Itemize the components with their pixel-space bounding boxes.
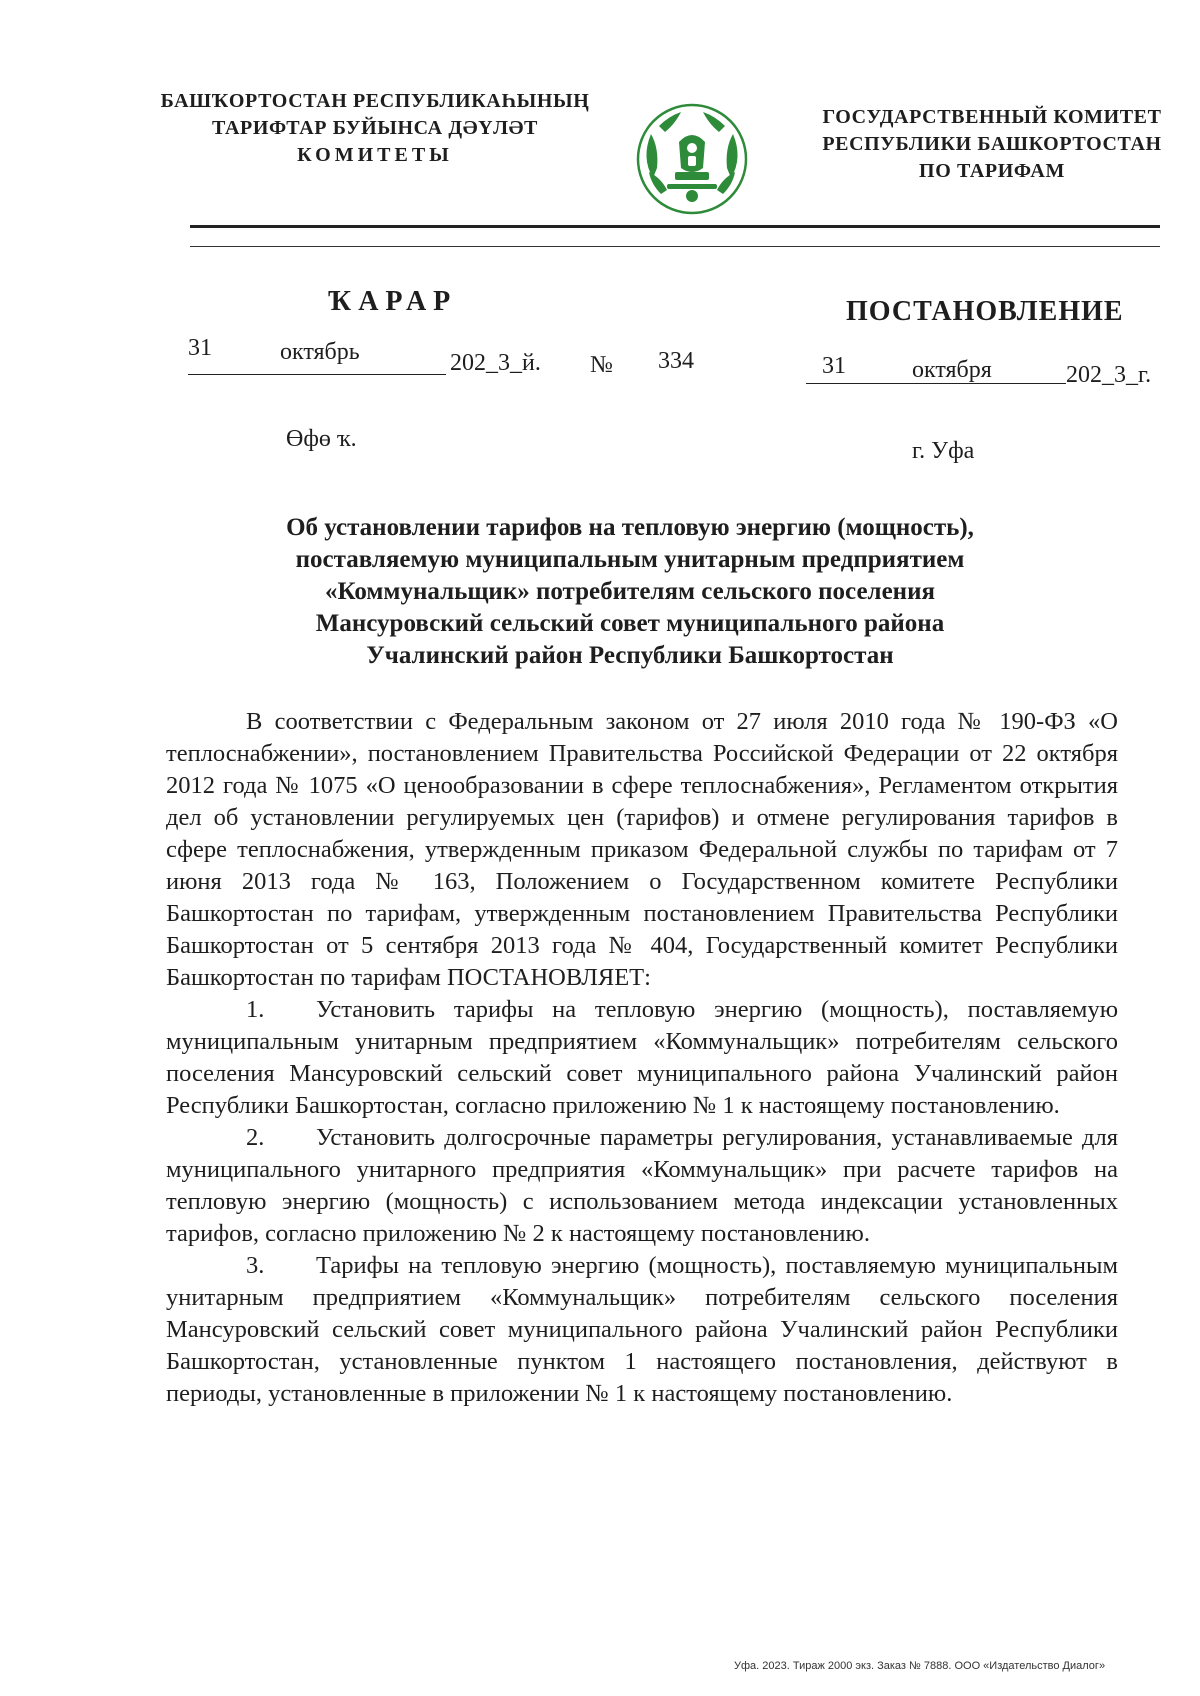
clause-text: Установить тарифы на тепловую энергию (мощность), поставляемую муниципальным унитарным предприятием «Коммунальщик» потребителям сельского поселения Мансуровский сельский совет муниципального района Учалинский район Республики Башкортостан, согласно приложению № 1 к настоящему постановлению. [166, 996, 1118, 1119]
doc-type-russian: ПОСТАНОВЛЕНИЕ [846, 296, 1124, 327]
document-title [230, 512, 1030, 672]
header-right-line: ПО ТАРИФАМ [919, 160, 1065, 182]
header-divider-thin [190, 246, 1160, 247]
header-divider-thick [190, 225, 1160, 228]
clause-number: 3. [246, 1252, 265, 1279]
date-underline-right [806, 383, 1066, 384]
doc-number-sign: № [590, 352, 613, 378]
clause-text: Установить долгосрочные параметры регулирования, устанавливаемые для муниципального унитарного предприятия «Коммунальщик» при расчете тарифов на тепловую энергию (мощность) с использованием метода индексации установленных тарифов, согласно приложению № 2 к настоящему постановлению. [166, 1124, 1118, 1247]
date-month-left: октябрь [280, 339, 360, 365]
title-line: «Коммунальщик» потребителям сельского поселения [324, 578, 936, 605]
city-bashkir: Өфө ҡ. [286, 426, 357, 452]
clause-2 [166, 1122, 1118, 1250]
date-day-right: 31 [822, 353, 846, 379]
date-underline-left [188, 374, 446, 375]
header-left-line: БАШҠОРТОСТАН РЕСПУБЛИКАҺЫНЫҢ [160, 90, 590, 112]
clause-1 [166, 994, 1118, 1122]
doc-type-bashkir: ҠАРАР [328, 286, 458, 317]
clause-number: 2. [246, 1124, 265, 1151]
doc-number: 334 [658, 348, 694, 374]
date-day-left: 31 [188, 335, 212, 361]
coat-of-arms-emblem [631, 98, 753, 220]
header-left-line: ТАРИФТАР БУЙЫНСА ДӘҮЛӘТ [212, 117, 538, 139]
clause-3 [166, 1250, 1118, 1410]
header-right-line: ГОСУДАРСТВЕННЫЙ КОМИТЕТ [822, 106, 1162, 128]
preamble-paragraph: В соответствии с Федеральным законом от 27 июля 2010 года № 190-ФЗ «О теплоснабжении», постановлением Правительства Российской Федерации от 22 октября 2012 года № 1075 «О ценообразовании в сфере теплоснабжения», Регламентом открытия дел об установлении регулируемых цен (тарифов) и отмене регулирования тарифов в сфере теплоснабжения, утвержденным приказом Федеральной службы по тарифам от 7 июня 2013 года № 163, Положением о Государственном комитете Республики Башкортостан по тарифам, утвержденным постановлением Правительства Республики Башкортостан от 5 сентября 2013 года № 404, Государственный комитет Республики Башкортостан по тарифам ПОСТАНОВЛЯЕТ: [166, 708, 1118, 991]
title-line: поставляемую муниципальным унитарным предприятием [295, 546, 965, 573]
header-left-line: КОМИТЕТЫ [297, 144, 453, 166]
print-footer: Уфа. 2023. Тираж 2000 экз. Заказ № 7888. ООО «Издательство Диалог» [734, 1660, 1106, 1672]
document-body [166, 706, 1118, 1410]
clause-text: Тарифы на тепловую энергию (мощность), поставляемую муниципальным унитарным предприятием «Коммунальщик» потребителям сельского поселения Мансуровский сельский совет муниципального района Учалинский район Республики Башкортостан, установленные пунктом 1 настоящего постановления, действуют в периоды, установленные в приложении № 1 к настоящему постановлению. [166, 1252, 1118, 1407]
title-line: Учалинский район Республики Башкортостан [366, 642, 894, 669]
title-line: Мансуровский сельский совет муниципального района [315, 610, 945, 637]
date-year-right: 202_3_г. [1066, 362, 1152, 388]
city-russian: г. Уфа [912, 438, 975, 464]
date-month-right: октября [912, 357, 992, 383]
header-left-org [150, 88, 600, 169]
date-year-left: 202_3_й. [450, 350, 541, 376]
clause-number: 1. [246, 996, 265, 1023]
header-right-line: РЕСПУБЛИКИ БАШКОРТОСТАН [822, 133, 1162, 155]
header-right-org [792, 104, 1192, 185]
title-line: Об установлении тарифов на тепловую энергию (мощность), [286, 514, 974, 541]
